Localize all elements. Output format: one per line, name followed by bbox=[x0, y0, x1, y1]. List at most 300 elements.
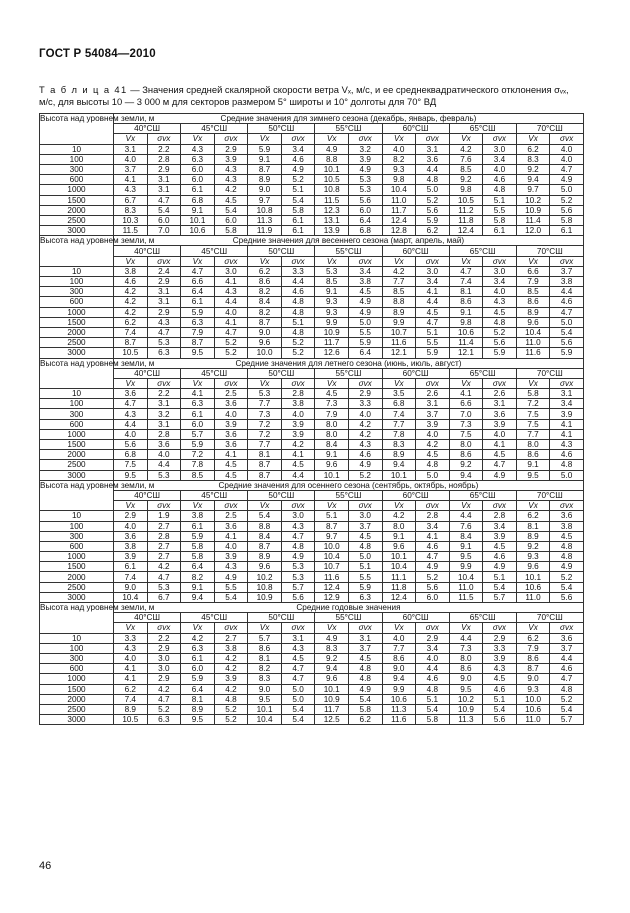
value-cell: 11.4 bbox=[516, 215, 550, 225]
value-cell: 4.4 bbox=[416, 664, 450, 674]
value-cell: 4.9 bbox=[348, 307, 382, 317]
value-cell: 10.8 bbox=[315, 185, 349, 195]
value-cell: 4.9 bbox=[348, 684, 382, 694]
latitude-header: 70°СШ bbox=[516, 124, 583, 134]
v-symbol: Vx bbox=[181, 134, 215, 144]
value-cell: 3.3 bbox=[281, 266, 315, 276]
value-cell: 7.4 bbox=[114, 694, 148, 704]
value-cell: 5.2 bbox=[281, 175, 315, 185]
value-cell: 4.2 bbox=[214, 653, 248, 663]
height-cell: 1000 bbox=[40, 552, 114, 562]
value-cell: 4.0 bbox=[550, 144, 584, 154]
value-cell: 10.1 bbox=[315, 684, 349, 694]
value-cell: 8.0 bbox=[315, 419, 349, 429]
value-cell: 3.5 bbox=[382, 389, 416, 399]
value-cell: 6.8 bbox=[382, 399, 416, 409]
sigma-symbol: σvx bbox=[416, 134, 450, 144]
value-cell: 8.2 bbox=[248, 664, 282, 674]
value-cell: 7.5 bbox=[114, 460, 148, 470]
v-symbol: Vx bbox=[114, 501, 148, 511]
value-cell: 5.8 bbox=[281, 205, 315, 215]
value-cell: 5.0 bbox=[416, 185, 450, 195]
value-cell: 4.9 bbox=[281, 552, 315, 562]
value-cell: 8.7 bbox=[248, 317, 282, 327]
value-cell: 5.4 bbox=[483, 704, 517, 714]
height-cell: 3000 bbox=[40, 226, 114, 236]
value-cell: 11.8 bbox=[382, 582, 416, 592]
value-cell: 2.9 bbox=[147, 643, 181, 653]
value-cell: 5.4 bbox=[416, 704, 450, 714]
v-symbol: Vx bbox=[114, 378, 148, 388]
height-cell: 100 bbox=[40, 154, 114, 164]
season-title: Средние значения для весеннего сезона (март, апрель, май) bbox=[114, 236, 584, 246]
value-cell: 3.8 bbox=[181, 511, 215, 521]
value-cell: 2.2 bbox=[147, 389, 181, 399]
value-cell: 3.9 bbox=[483, 419, 517, 429]
value-cell: 3.8 bbox=[214, 643, 248, 653]
value-cell: 4.3 bbox=[281, 521, 315, 531]
value-cell: 5.7 bbox=[483, 592, 517, 602]
value-cell: 4.7 bbox=[416, 317, 450, 327]
height-cell: 1500 bbox=[40, 195, 114, 205]
value-cell: 9.8 bbox=[382, 175, 416, 185]
value-cell: 9.1 bbox=[315, 287, 349, 297]
value-cell: 3.9 bbox=[114, 552, 148, 562]
table-row bbox=[40, 399, 584, 409]
value-cell: 11.4 bbox=[449, 338, 483, 348]
sigma-symbol: σvx bbox=[348, 623, 382, 633]
value-cell: 4.0 bbox=[348, 409, 382, 419]
value-cell: 5.1 bbox=[483, 694, 517, 704]
value-cell: 7.4 bbox=[114, 572, 148, 582]
value-cell: 4.1 bbox=[114, 175, 148, 185]
v-symbol: Vx bbox=[181, 501, 215, 511]
v-symbol: Vx bbox=[315, 378, 349, 388]
value-cell: 8.2 bbox=[248, 307, 282, 317]
table-row bbox=[40, 215, 584, 225]
season-title-row bbox=[40, 236, 584, 246]
value-cell: 10.6 bbox=[516, 582, 550, 592]
value-cell: 4.7 bbox=[114, 399, 148, 409]
value-cell: 6.6 bbox=[449, 399, 483, 409]
value-cell: 4.9 bbox=[483, 562, 517, 572]
sigma-symbol: σvx bbox=[147, 134, 181, 144]
value-cell: 5.4 bbox=[281, 195, 315, 205]
value-cell: 7.3 bbox=[449, 419, 483, 429]
value-cell: 2.8 bbox=[147, 429, 181, 439]
value-cell: 4.5 bbox=[416, 307, 450, 317]
value-cell: 9.4 bbox=[181, 592, 215, 602]
height-cell: 2500 bbox=[40, 338, 114, 348]
v-symbol: Vx bbox=[516, 134, 550, 144]
value-cell: 8.8 bbox=[315, 154, 349, 164]
value-cell: 5.2 bbox=[416, 195, 450, 205]
value-cell: 9.5 bbox=[516, 470, 550, 480]
latitude-header: 60°СШ bbox=[382, 490, 449, 500]
value-cell: 4.9 bbox=[348, 297, 382, 307]
value-cell: 9.6 bbox=[248, 338, 282, 348]
table-row bbox=[40, 531, 584, 541]
value-cell: 7.3 bbox=[315, 399, 349, 409]
value-cell: 9.9 bbox=[382, 317, 416, 327]
value-cell: 2.2 bbox=[147, 633, 181, 643]
value-cell: 8.6 bbox=[449, 664, 483, 674]
value-cell: 3.1 bbox=[416, 144, 450, 154]
value-cell: 11.6 bbox=[382, 338, 416, 348]
value-cell: 4.0 bbox=[281, 409, 315, 419]
value-cell: 6.1 bbox=[281, 226, 315, 236]
value-cell: 4.6 bbox=[550, 450, 584, 460]
sigma-symbol: σvx bbox=[214, 623, 248, 633]
value-cell: 8.2 bbox=[382, 154, 416, 164]
value-cell: 3.6 bbox=[214, 440, 248, 450]
value-cell: 8.6 bbox=[516, 297, 550, 307]
value-cell: 5.0 bbox=[348, 552, 382, 562]
value-cell: 3.1 bbox=[147, 185, 181, 195]
latitude-header: 70°СШ bbox=[516, 368, 583, 378]
value-cell: 2.5 bbox=[214, 389, 248, 399]
value-cell: 4.9 bbox=[348, 460, 382, 470]
value-cell: 11.0 bbox=[516, 592, 550, 602]
value-cell: 4.3 bbox=[483, 297, 517, 307]
height-cell: 2500 bbox=[40, 460, 114, 470]
value-cell: 4.6 bbox=[281, 287, 315, 297]
latitude-header: 60°СШ bbox=[382, 613, 449, 623]
value-cell: 4.2 bbox=[147, 562, 181, 572]
value-cell: 6.3 bbox=[181, 643, 215, 653]
value-cell: 4.7 bbox=[416, 552, 450, 562]
value-cell: 10.5 bbox=[114, 715, 148, 725]
height-cell: 10 bbox=[40, 633, 114, 643]
value-cell: 5.1 bbox=[348, 562, 382, 572]
value-cell: 5.4 bbox=[550, 582, 584, 592]
sigma-symbol: σvx bbox=[348, 134, 382, 144]
value-cell: 7.7 bbox=[382, 643, 416, 653]
value-cell: 8.5 bbox=[516, 287, 550, 297]
value-cell: 5.5 bbox=[214, 582, 248, 592]
value-cell: 9.1 bbox=[248, 154, 282, 164]
height-cell: 10 bbox=[40, 511, 114, 521]
height-cell: 2500 bbox=[40, 215, 114, 225]
value-cell: 4.1 bbox=[214, 450, 248, 460]
value-cell: 8.0 bbox=[449, 440, 483, 450]
value-cell: 7.8 bbox=[382, 429, 416, 439]
value-cell: 12.3 bbox=[315, 205, 349, 215]
value-cell: 4.5 bbox=[348, 287, 382, 297]
value-cell: 11.5 bbox=[449, 592, 483, 602]
value-cell: 11.0 bbox=[449, 582, 483, 592]
value-cell: 6.3 bbox=[147, 348, 181, 358]
value-cell: 3.4 bbox=[550, 399, 584, 409]
value-cell: 2.8 bbox=[147, 531, 181, 541]
value-cell: 5.8 bbox=[483, 215, 517, 225]
value-cell: 4.5 bbox=[214, 460, 248, 470]
value-cell: 4.1 bbox=[550, 419, 584, 429]
value-cell: 9.3 bbox=[382, 164, 416, 174]
value-cell: 4.8 bbox=[348, 674, 382, 684]
value-cell: 8.8 bbox=[248, 521, 282, 531]
height-cell: 1000 bbox=[40, 429, 114, 439]
v-symbol: Vx bbox=[315, 134, 349, 144]
value-cell: 3.4 bbox=[483, 521, 517, 531]
value-cell: 9.6 bbox=[516, 317, 550, 327]
value-cell: 4.5 bbox=[281, 460, 315, 470]
value-cell: 8.4 bbox=[315, 440, 349, 450]
value-cell: 2.5 bbox=[214, 511, 248, 521]
value-cell: 8.4 bbox=[248, 297, 282, 307]
sigma-symbol: σvx bbox=[281, 501, 315, 511]
value-cell: 8.9 bbox=[181, 704, 215, 714]
value-cell: 3.2 bbox=[348, 144, 382, 154]
sigma-symbol: σvx bbox=[550, 623, 584, 633]
table-row bbox=[40, 287, 584, 297]
value-cell: 2.9 bbox=[147, 277, 181, 287]
height-cell: 1000 bbox=[40, 185, 114, 195]
value-cell: 3.0 bbox=[214, 266, 248, 276]
value-cell: 5.7 bbox=[248, 633, 282, 643]
table-row bbox=[40, 562, 584, 572]
value-cell: 9.0 bbox=[449, 674, 483, 684]
value-cell: 5.8 bbox=[416, 715, 450, 725]
value-cell: 5.1 bbox=[281, 317, 315, 327]
value-cell: 4.9 bbox=[214, 572, 248, 582]
sigma-symbol: σvx bbox=[483, 134, 517, 144]
v-symbol: Vx bbox=[181, 623, 215, 633]
v-symbol: Vx bbox=[516, 501, 550, 511]
value-cell: 10.4 bbox=[449, 572, 483, 582]
value-cell: 3.0 bbox=[147, 653, 181, 663]
value-cell: 9.6 bbox=[248, 562, 282, 572]
value-cell: 10.2 bbox=[248, 572, 282, 582]
value-cell: 3.4 bbox=[483, 277, 517, 287]
value-cell: 5.2 bbox=[483, 327, 517, 337]
value-cell: 4.2 bbox=[181, 633, 215, 643]
value-cell: 5.3 bbox=[248, 389, 282, 399]
sigma-symbol: σvx bbox=[214, 501, 248, 511]
value-cell: 4.3 bbox=[114, 185, 148, 195]
table-row bbox=[40, 511, 584, 521]
table-row bbox=[40, 704, 584, 714]
height-cell: 600 bbox=[40, 664, 114, 674]
value-cell: 5.8 bbox=[214, 226, 248, 236]
value-cell: 9.3 bbox=[315, 297, 349, 307]
value-cell: 4.5 bbox=[483, 541, 517, 551]
value-cell: 11.5 bbox=[114, 226, 148, 236]
table-row bbox=[40, 175, 584, 185]
value-cell: 7.2 bbox=[181, 450, 215, 460]
value-cell: 4.0 bbox=[147, 450, 181, 460]
value-cell: 3.4 bbox=[483, 154, 517, 164]
value-cell: 8.1 bbox=[449, 287, 483, 297]
value-cell: 4.9 bbox=[550, 175, 584, 185]
value-cell: 10.7 bbox=[315, 562, 349, 572]
table-row bbox=[40, 541, 584, 551]
latitude-header: 50°СШ bbox=[248, 368, 315, 378]
v-symbol: Vx bbox=[516, 256, 550, 266]
value-cell: 8.7 bbox=[516, 664, 550, 674]
value-cell: 4.5 bbox=[214, 195, 248, 205]
table-caption-prefix: Т а б л и ц а 41 bbox=[39, 84, 128, 95]
value-cell: 4.6 bbox=[483, 552, 517, 562]
sigma-symbol: σvx bbox=[214, 378, 248, 388]
value-cell: 7.2 bbox=[248, 429, 282, 439]
value-cell: 11.0 bbox=[516, 715, 550, 725]
value-cell: 4.0 bbox=[382, 633, 416, 643]
value-cell: 5.8 bbox=[181, 552, 215, 562]
value-cell: 5.8 bbox=[550, 215, 584, 225]
value-cell: 3.8 bbox=[348, 277, 382, 287]
value-cell: 5.3 bbox=[147, 338, 181, 348]
value-cell: 4.4 bbox=[281, 277, 315, 287]
value-cell: 12.8 bbox=[382, 226, 416, 236]
v-symbol: Vx bbox=[449, 134, 483, 144]
value-cell: 8.9 bbox=[382, 450, 416, 460]
latitude-header: 60°СШ bbox=[382, 368, 449, 378]
value-cell: 6.1 bbox=[181, 185, 215, 195]
value-cell: 5.6 bbox=[550, 338, 584, 348]
value-cell: 6.4 bbox=[348, 215, 382, 225]
value-cell: 8.7 bbox=[315, 521, 349, 531]
value-cell: 5.5 bbox=[483, 205, 517, 215]
latitude-header: 45°СШ bbox=[181, 124, 248, 134]
v-symbol: Vx bbox=[315, 623, 349, 633]
latitude-header: 50°СШ bbox=[248, 124, 315, 134]
height-header: Высота над уровнем земли, м bbox=[40, 236, 114, 267]
latitude-header: 55°СШ bbox=[315, 124, 382, 134]
value-cell: 3.8 bbox=[550, 521, 584, 531]
value-cell: 2.7 bbox=[147, 541, 181, 551]
value-cell: 5.9 bbox=[550, 348, 584, 358]
value-cell: 5.3 bbox=[147, 470, 181, 480]
value-cell: 8.6 bbox=[382, 653, 416, 663]
season-title: Средние значения для зимнего сезона (декабрь, январь, февраль) bbox=[114, 114, 584, 124]
value-cell: 3.7 bbox=[348, 643, 382, 653]
value-cell: 4.9 bbox=[315, 633, 349, 643]
table-caption bbox=[39, 84, 599, 107]
value-cell: 4.6 bbox=[550, 297, 584, 307]
value-cell: 11.6 bbox=[315, 572, 349, 582]
value-cell: 7.9 bbox=[516, 643, 550, 653]
value-cell: 4.0 bbox=[114, 653, 148, 663]
value-cell: 4.2 bbox=[214, 664, 248, 674]
value-cell: 7.7 bbox=[248, 399, 282, 409]
value-cell: 3.0 bbox=[348, 511, 382, 521]
value-cell: 5.1 bbox=[416, 694, 450, 704]
latitude-header: 65°СШ bbox=[449, 246, 516, 256]
value-cell: 5.1 bbox=[483, 195, 517, 205]
value-cell: 6.2 bbox=[416, 226, 450, 236]
value-cell: 5.5 bbox=[348, 327, 382, 337]
value-cell: 8.9 bbox=[516, 307, 550, 317]
sigma-symbol: σvx bbox=[416, 501, 450, 511]
table-caption-line1: — Значения средней скалярной скорости ветра Vₓ, м/с, и ее среднеквадратического отклонения σᵥₓ, bbox=[127, 84, 569, 95]
value-cell: 4.4 bbox=[449, 511, 483, 521]
height-cell: 2000 bbox=[40, 572, 114, 582]
value-cell: 5.4 bbox=[214, 205, 248, 215]
value-cell: 8.7 bbox=[248, 460, 282, 470]
value-cell: 3.6 bbox=[114, 389, 148, 399]
value-cell: 4.1 bbox=[181, 389, 215, 399]
season-title: Средние значения для осеннего сезона (сентябрь, октябрь, ноябрь) bbox=[114, 480, 584, 490]
value-cell: 5.4 bbox=[281, 704, 315, 714]
value-cell: 5.9 bbox=[181, 440, 215, 450]
value-cell: 3.8 bbox=[281, 399, 315, 409]
table-row bbox=[40, 164, 584, 174]
value-cell: 3.3 bbox=[483, 643, 517, 653]
value-cell: 2.9 bbox=[416, 633, 450, 643]
value-cell: 6.2 bbox=[516, 633, 550, 643]
value-cell: 9.6 bbox=[516, 562, 550, 572]
value-cell: 5.3 bbox=[315, 266, 349, 276]
table-row bbox=[40, 715, 584, 725]
table-row bbox=[40, 144, 584, 154]
v-symbol: Vx bbox=[248, 134, 282, 144]
value-cell: 4.6 bbox=[281, 154, 315, 164]
value-cell: 4.5 bbox=[483, 674, 517, 684]
v-symbol: Vx bbox=[248, 256, 282, 266]
sigma-symbol: σvx bbox=[550, 501, 584, 511]
value-cell: 4.9 bbox=[483, 470, 517, 480]
value-cell: 5.4 bbox=[214, 592, 248, 602]
table-row bbox=[40, 185, 584, 195]
sigma-symbol: σvx bbox=[550, 134, 584, 144]
value-cell: 8.5 bbox=[382, 287, 416, 297]
value-cell: 4.1 bbox=[214, 531, 248, 541]
table-row bbox=[40, 307, 584, 317]
sigma-symbol: σvx bbox=[348, 378, 382, 388]
value-cell: 5.4 bbox=[550, 327, 584, 337]
value-cell: 4.4 bbox=[550, 287, 584, 297]
value-cell: 4.2 bbox=[382, 266, 416, 276]
value-cell: 3.6 bbox=[550, 633, 584, 643]
latitude-header: 70°СШ bbox=[516, 490, 583, 500]
value-cell: 5.1 bbox=[281, 185, 315, 195]
value-cell: 2.4 bbox=[147, 266, 181, 276]
value-cell: 7.2 bbox=[516, 399, 550, 409]
value-cell: 9.3 bbox=[516, 684, 550, 694]
value-cell: 9.7 bbox=[248, 195, 282, 205]
value-cell: 8.2 bbox=[181, 572, 215, 582]
value-cell: 9.5 bbox=[248, 694, 282, 704]
value-cell: 3.1 bbox=[416, 399, 450, 409]
value-cell: 9.2 bbox=[315, 653, 349, 663]
sigma-symbol: σvx bbox=[483, 378, 517, 388]
value-cell: 10.0 bbox=[315, 541, 349, 551]
value-cell: 9.7 bbox=[315, 531, 349, 541]
wind-speed-table bbox=[39, 113, 584, 725]
latitude-header: 55°СШ bbox=[315, 368, 382, 378]
value-cell: 3.4 bbox=[416, 277, 450, 287]
value-cell: 4.0 bbox=[214, 541, 248, 551]
height-cell: 300 bbox=[40, 653, 114, 663]
table-row bbox=[40, 327, 584, 337]
value-cell: 4.5 bbox=[315, 389, 349, 399]
value-cell: 5.0 bbox=[281, 694, 315, 704]
value-cell: 8.3 bbox=[315, 643, 349, 653]
sigma-symbol: σvx bbox=[550, 378, 584, 388]
value-cell: 10.1 bbox=[382, 470, 416, 480]
value-cell: 6.2 bbox=[114, 317, 148, 327]
sigma-symbol: σvx bbox=[550, 256, 584, 266]
value-cell: 4.1 bbox=[281, 450, 315, 460]
v-symbol: Vx bbox=[516, 378, 550, 388]
sigma-symbol: σvx bbox=[483, 501, 517, 511]
value-cell: 6.0 bbox=[416, 592, 450, 602]
height-cell: 1500 bbox=[40, 440, 114, 450]
latitude-header: 70°СШ bbox=[516, 613, 583, 623]
latitude-header: 45°СШ bbox=[181, 368, 248, 378]
value-cell: 6.1 bbox=[550, 226, 584, 236]
